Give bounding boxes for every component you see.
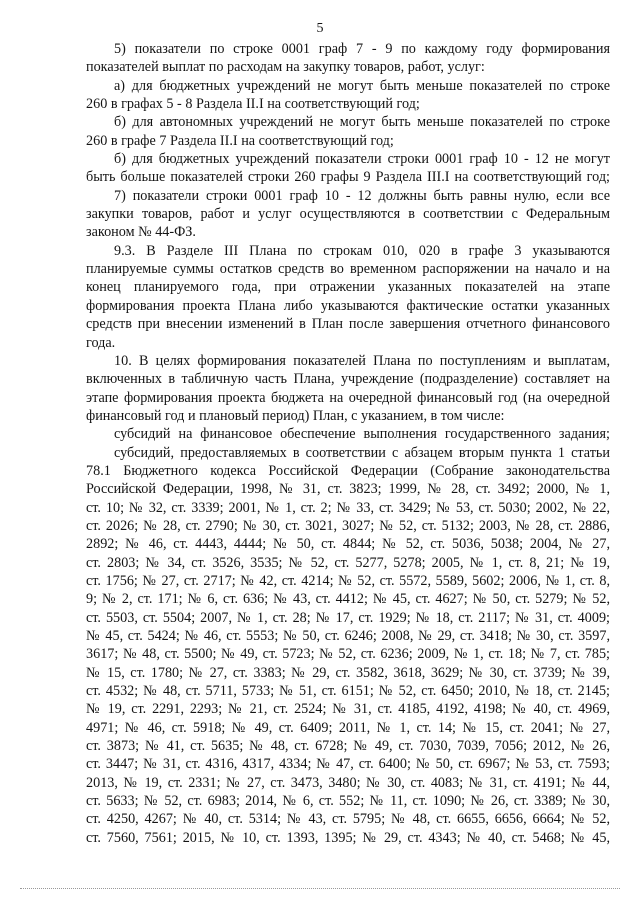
scan-bottom-edge (20, 888, 620, 889)
text-line: 260 в графе 7 Раздела II.I на соответствующий год; (86, 132, 394, 149)
text-line: ст. 3873; № 41, ст. 5635; № 48, ст. 6728; № 49, ст. 7030, 7039, 7056; 2012, № 26, (86, 738, 610, 755)
text-line: 9; № 2, ст. 171; № 6, ст. 636; № 43, ст. 4412; № 45, ст. 4627; № 50, ст. 5279; № 52, (86, 591, 610, 608)
body-text (86, 40, 610, 847)
text-line: 9.3. В Разделе III Плана по строкам 010, 020 в графе 3 указываются (114, 242, 610, 259)
text-line: 7) показатели строки 0001 граф 10 - 12 должны быть равны нулю, если все (114, 187, 610, 204)
text-line: включенных в табличную часть Плана, учреждение (подразделение) составляет на (86, 371, 610, 388)
text-line: ст. 2803; № 34, ст. 3526, 3535; № 52, ст. 5277, 5278; 2005, № 1, ст. 8, 21; № 19, (86, 554, 610, 571)
text-line: средств при внесении изменений в План после завершения отчетного финансового (86, 316, 610, 333)
text-line: ст. 7560, 7561; 2015, № 10, ст. 1393, 1395; № 29, ст. 4343; № 40, ст. 5468; № 45, (86, 829, 610, 846)
text-line: б) для бюджетных учреждений показатели строки 0001 граф 10 - 12 не могут (114, 151, 610, 168)
text-line: ст. 5633; № 52, ст. 6983; 2014, № 6, ст. 552; № 11, ст. 1090; № 26, ст. 3389; № 30, (86, 793, 610, 810)
text-line: № 19, ст. 2291, 2293; № 21, ст. 2524; № 31, ст. 4185, 4192, 4198; № 40, ст. 4969, (86, 701, 610, 718)
text-line: ст. 4532; № 48, ст. 5711, 5733; № 51, ст. 6151; № 52, ст. 6450; 2010, № 18, ст. 2145; (86, 683, 610, 700)
text-line: 10. В целях формирования показателей Плана по поступлениям и выплатам, (114, 352, 610, 369)
text-line: б) для автономных учреждений не могут быть меньше показателей по строке (114, 114, 610, 131)
text-line: субсидий на финансовое обеспечение выполнения государственного задания; (114, 426, 610, 443)
page-number: 5 (316, 21, 324, 36)
text-line: быть больше показателей строки 260 графы 9 Раздела III.I на соответствующий год; (86, 169, 610, 186)
text-line: планируемые суммы остатков средств во временном распоряжении на начало и на (86, 261, 610, 278)
text-line: 2892; № 46, ст. 4443, 4444; № 50, ст. 4844; № 52, ст. 5036, 5038; 2004, № 27, (86, 536, 610, 553)
text-line: ст. 5503, ст. 5504; 2007, № 1, ст. 28; № 17, ст. 1929; № 18, ст. 2117; № 31, ст. 4009; (86, 609, 610, 626)
text-line: 78.1 Бюджетного кодекса Российской Федерации (Собрание законодательства (86, 462, 610, 479)
text-line: субсидий, предоставляемых в соответствии с абзацем вторым пункта 1 статьи (114, 444, 610, 461)
text-line: ст. 10; № 32, ст. 3339; 2001, № 1, ст. 2; № 33, ст. 3429; № 53, ст. 5030; 2002, № 22, (86, 499, 610, 516)
text-line: финансовый год и плановый период) План, с указанием, в том числе: (86, 407, 505, 424)
text-line: 260 в графах 5 - 8 Раздела II.I на соответствующий год; (86, 96, 420, 113)
text-line: 4971; № 46, ст. 5918; № 49, ст. 6409; 2011, № 1, ст. 14; № 15, ст. 2041; № 27, (86, 719, 610, 736)
text-line: формирования проекта Плана либо указываются фактические остатки указанных (86, 297, 610, 314)
text-line: года. (86, 334, 116, 351)
text-line: № 45, ст. 5424; № 46, ст. 5553; № 50, ст. 6246; 2008, № 29, ст. 3418; № 30, ст. 3597, (86, 628, 610, 644)
text-line: этапе формирования проекта бюджета на очередной финансовый год (на очередной (86, 389, 610, 406)
text-line: конец планируемого года, при отражении указанных показателей на этапе (86, 279, 610, 296)
text-line: № 15, ст. 1780; № 27, ст. 3383; № 29, ст. 3582, 3618, 3629; № 30, ст. 3739; № 39, (86, 664, 610, 681)
text-line: ст. 1756; № 27, ст. 2717; № 42, ст. 4214; № 52, ст. 5572, 5589, 5602; 2006, № 1, ст. 8, (86, 572, 610, 589)
text-line: ст. 2026; № 28, ст. 2790; № 30, ст. 3021, 3027; № 52, ст. 5132; 2003, № 28, ст. 2886, (86, 517, 610, 534)
text-line: 2013, № 19, ст. 2331; № 27, ст. 3473, 3480; № 30, ст. 4083; № 31, ст. 4191; № 44, (86, 774, 610, 791)
text-line: законом № 44-ФЗ. (86, 224, 196, 241)
text-line: 5) показатели по строке 0001 граф 7 - 9 по каждому году формирования (114, 41, 610, 57)
text-line: ст. 4250, 4267; № 40, ст. 5314; № 43, ст. 5795; № 48, ст. 6655, 6656, 6664; № 52, (86, 811, 610, 828)
text-line: Российской Федерации, 1998, № 31, ст. 3823; 1999, № 28, ст. 3492; 2000, № 1, (86, 481, 610, 498)
text-line: показателей выплат по расходам на закупку товаров, работ, услуг: (86, 59, 485, 76)
text-line: 3617; № 48, ст. 5500; № 49, ст. 5723; № 52, ст. 6236; 2009, № 1, ст. 18; № 7, ст. 785; (86, 646, 610, 663)
text-line: закупки товаров, работ и услуг осуществляются в соответствии с Федеральным (86, 206, 610, 223)
text-line: а) для бюджетных учреждений не могут быть меньше показателей по строке (114, 77, 610, 94)
text-line: ст. 3447; № 31, ст. 4316, 4317, 4334; № 47, ст. 6400; № 50, ст. 6967; № 53, ст. 7593; (86, 756, 610, 773)
